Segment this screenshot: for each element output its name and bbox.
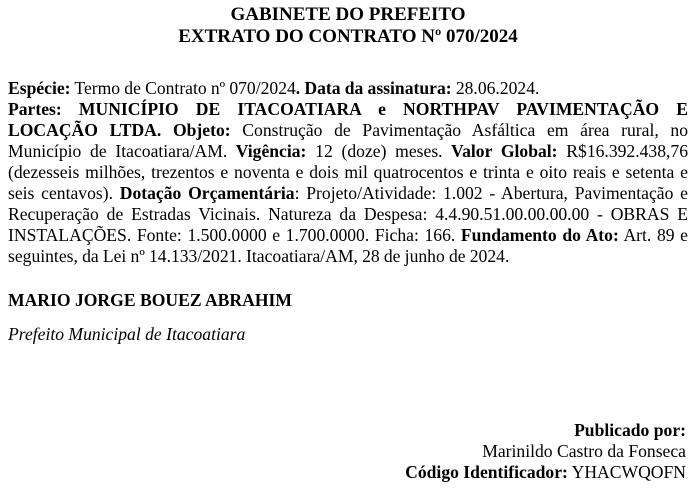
separator: .: [295, 78, 305, 98]
total-value: R$16.392.438,76 (dezesseis milhões, trezentos e noventa e dois mil quatrocentos e trinta e oito reais e setenta e seis centavos).: [8, 141, 688, 203]
identifier-code-label: Código Identificador:: [405, 462, 568, 482]
object-label: Objeto:: [161, 120, 231, 140]
published-by-label: Publicado por:: [574, 420, 686, 440]
publication-info: [405, 420, 686, 483]
office-title: GABINETE DO PREFEITO: [230, 4, 466, 25]
publisher-name: Marinildo Castro da Fonseca: [482, 441, 686, 461]
legal-basis-value: Art. 89 e seguintes, da Lei nº 14.133/2021. Itacoatiara/AM, 28 de junho de 2024.: [8, 225, 688, 266]
extract-title: EXTRATO DO CONTRATO Nº 070/2024: [178, 26, 518, 47]
budget-allocation-label: Dotação Orçamentária: [112, 183, 295, 203]
parties-value: MUNICÍPIO DE ITACOATIARA e NORTHPAV PAVIMENTAÇÃO E LOCAÇÃO LTDA.: [8, 99, 688, 140]
parties-label: Partes:: [8, 99, 62, 119]
total-value-label: Valor Global:: [442, 141, 558, 161]
contract-extract-body: [8, 78, 688, 267]
object-value: Construção de Pavimentação Asfáltica em área rural, no Município de Itacoatiara/AM.: [8, 120, 688, 161]
signing-date-value: 28.06.2024.: [451, 78, 540, 98]
signer-name: MARIO JORGE BOUEZ ABRAHIM: [8, 290, 292, 310]
term-label: Vigência:: [227, 141, 307, 161]
budget-allocation-value: : Projeto/Atividade: 1.002 - Abertura, Pavimentação e Recuperação de Estradas Vicinais. Natureza da Despesa: 4.4.90.51.00.00.00.00 - OBRAS E INSTALAÇÕES. Fonte: 1.500.0000 e 1.700.0000. Ficha: 166.: [8, 183, 688, 245]
especie-value: Termo de Contrato nº 070/2024: [70, 78, 296, 98]
especie-label: Espécie:: [8, 78, 71, 98]
term-value: 12 (doze) meses.: [306, 141, 443, 161]
identifier-code-value: YHACWQOFN: [567, 462, 686, 482]
signer-role: Prefeito Municipal de Itacoatiara: [8, 324, 246, 344]
legal-basis-label: Fundamento do Ato:: [455, 225, 619, 245]
signing-date-label: Data da assinatura:: [304, 78, 452, 98]
